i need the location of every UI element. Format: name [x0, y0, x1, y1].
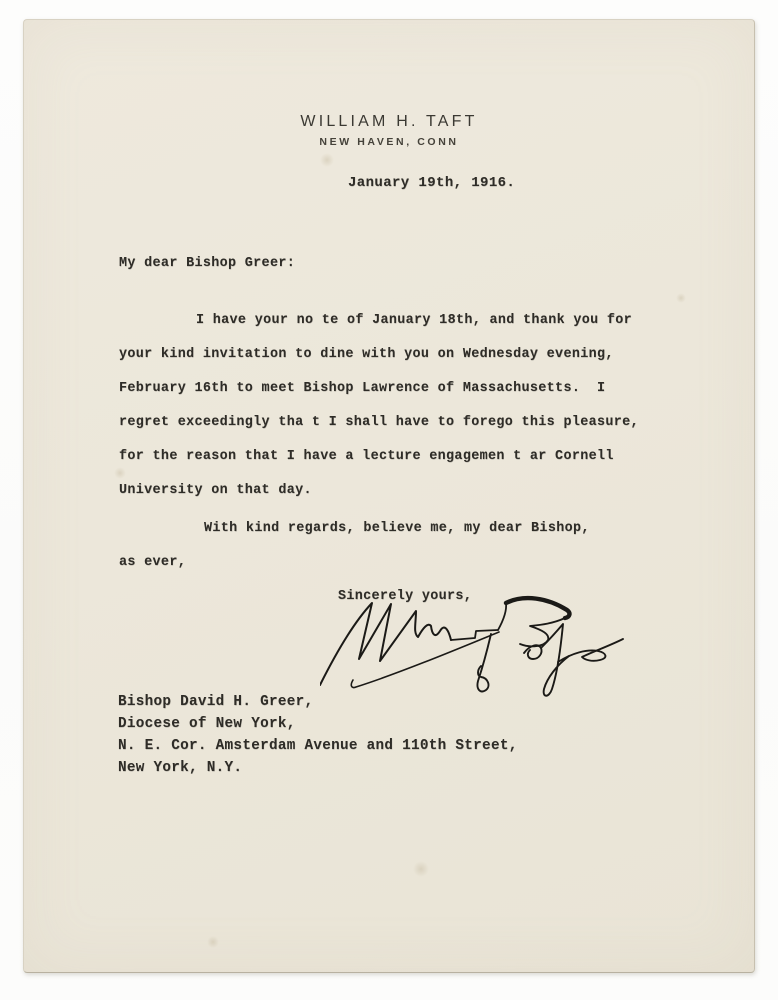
recipient-name: Bishop David H. Greer,: [118, 694, 314, 710]
body-line: your kind invitation to dine with you on Wednesday evening,: [119, 347, 614, 362]
paper-foxing-spot: [207, 936, 219, 948]
paper-foxing-spot: [413, 861, 429, 877]
recipient-city: New York, N.Y.: [118, 760, 243, 776]
body-line: as ever,: [119, 555, 187, 570]
recipient-diocese: Diocese of New York,: [118, 716, 296, 732]
paper-foxing-spot: [676, 293, 686, 303]
taft-signature-icon: [320, 590, 632, 708]
body-line: February 16th to meet Bishop Lawrence of Massachusetts. I: [119, 381, 606, 396]
letterhead-name: WILLIAM H. TAFT: [300, 113, 478, 130]
body-line: University on that day.: [119, 483, 312, 498]
recipient-address: [118, 694, 518, 782]
salutation: My dear Bishop Greer:: [119, 256, 296, 271]
letterhead: [24, 113, 754, 148]
recipient-street: N. E. Cor. Amsterdam Avenue and 110th Street,: [118, 738, 518, 754]
body-line: for the reason that I have a lecture engagemen t ar Cornell: [119, 449, 614, 464]
body-line: regret exceedingly tha t I shall have to forego this pleasure,: [119, 415, 639, 430]
letter-paper: [23, 19, 755, 973]
paper-foxing-spot: [320, 153, 334, 167]
letterhead-location: NEW HAVEN, CONN: [319, 136, 459, 148]
body-line: I have your no te of January 18th, and thank you for: [196, 313, 633, 328]
valediction: Sincerely yours,: [338, 589, 473, 604]
letter-date: January 19th, 1916.: [348, 175, 516, 191]
letter-body: [119, 256, 639, 623]
body-line: With kind regards, believe me, my dear Bishop,: [204, 521, 590, 536]
